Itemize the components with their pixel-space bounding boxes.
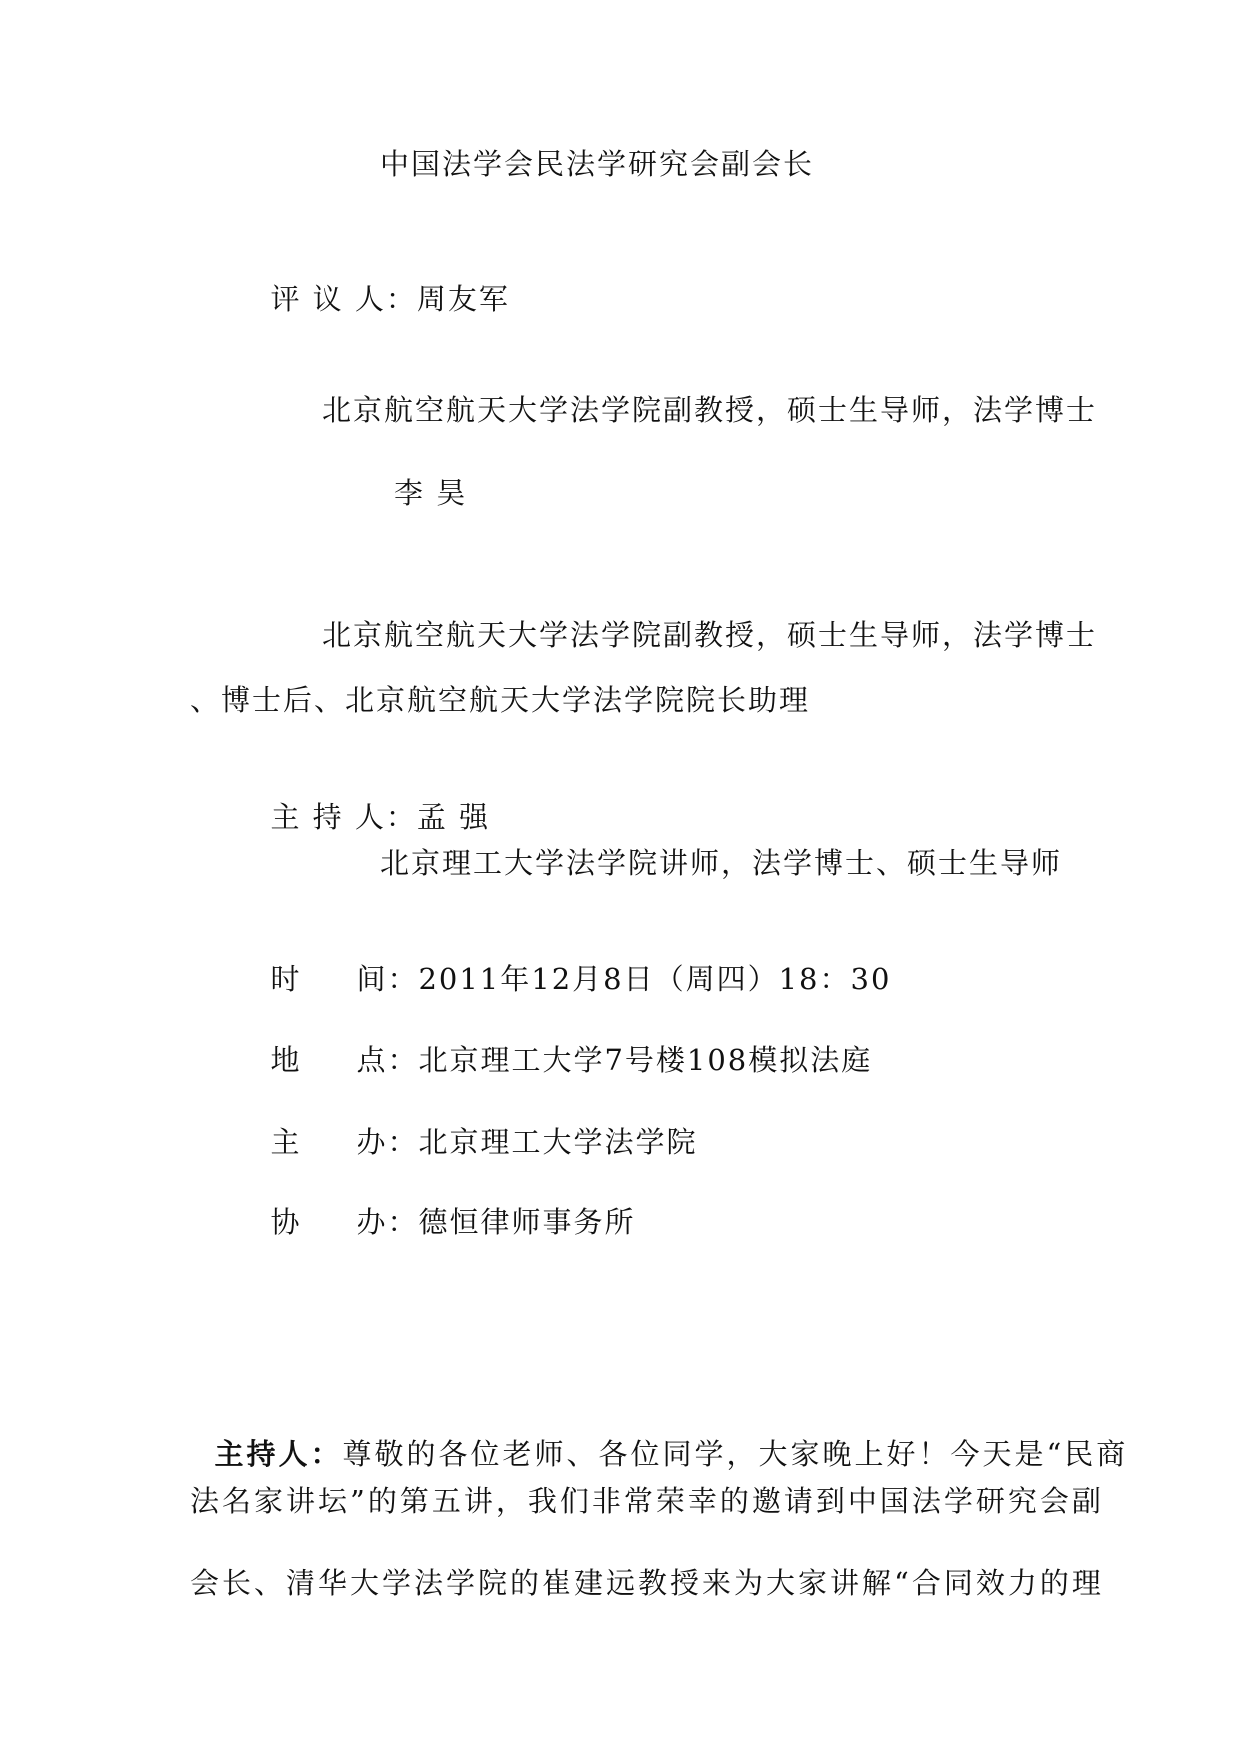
commentator-title: 北京航空航天大学法学院副教授，硕士生导师，法学博士 — [322, 393, 1098, 427]
transcript-line-1 — [190, 1400, 1129, 1472]
detail-label-a: 主 — [270, 1125, 302, 1159]
detail-label-b: 点： — [356, 1043, 419, 1077]
second-commentator-name: 李 昊 — [394, 476, 468, 510]
transcript-line-2: 法名家讲坛”的第五讲，我们非常荣幸的邀请到中国法学研究会副 — [190, 1484, 1104, 1518]
detail-value: 北京理工大学法学院 — [418, 1125, 698, 1159]
transcript-text: 尊敬的各位老师、各位同学，大家晚上好！今天是“民商 — [342, 1437, 1129, 1471]
detail-label-b: 办： — [356, 1125, 419, 1159]
detail-value: 北京理工大学7号楼108模拟法庭 — [418, 1043, 873, 1077]
host-name: 孟 强 — [416, 800, 491, 834]
host-label: 主 持 人： — [270, 800, 417, 834]
detail-value: 2011年12月8日（周四）18：30 — [418, 962, 892, 996]
detail-label-a: 时 — [270, 962, 302, 996]
second-commentator-title-line2: 、博士后、北京航空航天大学法学院院长助理 — [190, 683, 811, 717]
second-commentator-title-line1: 北京航空航天大学法学院副教授，硕士生导师，法学博士 — [322, 618, 1098, 652]
detail-row-coorganizer — [248, 1168, 635, 1240]
host-title: 北京理工大学法学院讲师，法学博士、硕士生导师 — [380, 846, 1063, 880]
detail-label-a: 协 — [270, 1205, 302, 1239]
header-title-line: 中国法学会民法学研究会副会长 — [380, 147, 815, 181]
commentator-name: 周友军 — [416, 282, 510, 316]
detail-row-time — [248, 925, 891, 997]
transcript-speaker: 主持人： — [214, 1437, 343, 1471]
host-line — [248, 763, 490, 835]
detail-label-a: 地 — [270, 1043, 302, 1077]
transcript-line-3: 会长、清华大学法学院的崔建远教授来为大家讲解“合同效力的理 — [190, 1566, 1104, 1600]
detail-row-organizer — [248, 1088, 697, 1160]
detail-label-b: 办： — [356, 1205, 419, 1239]
detail-value: 德恒律师事务所 — [418, 1205, 636, 1239]
detail-label-b: 间： — [356, 962, 419, 996]
detail-row-location — [248, 1006, 872, 1078]
commentator-line — [248, 245, 510, 317]
commentator-label: 评 议 人： — [270, 282, 417, 316]
